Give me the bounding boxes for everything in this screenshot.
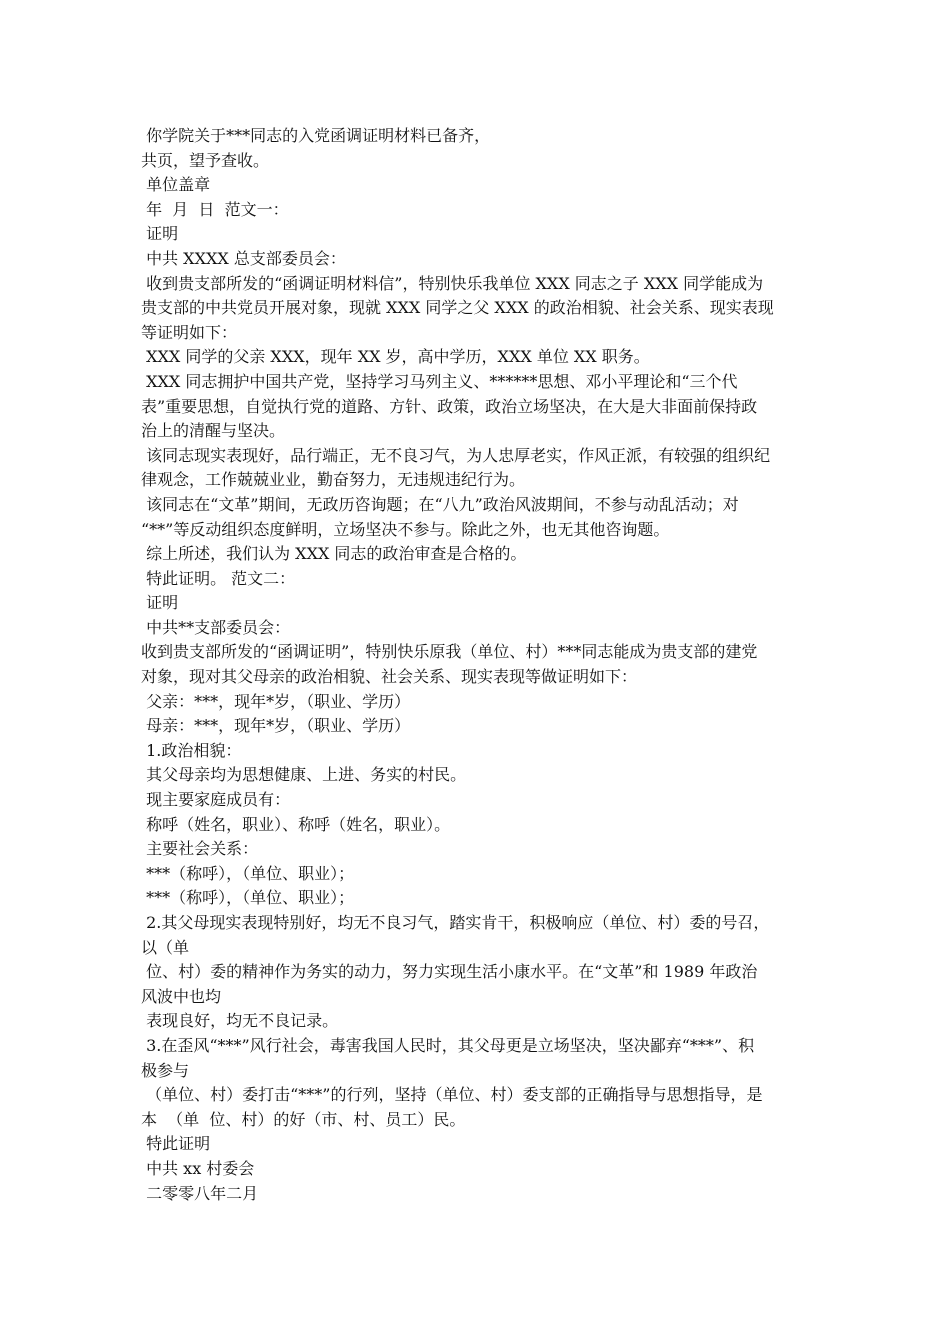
text-line: 年 月 日 范文一： — [141, 199, 289, 219]
text-line: 特此证明 — [141, 1134, 211, 1154]
text-line: 共页，望予查收。 — [141, 150, 270, 170]
text-line: 2.其父母现实表现特别好，均无不良习气，踏实肯干，积极响应（单位、村）委的号召， — [141, 913, 770, 932]
text-line: 中共 xx 村委会 — [141, 1158, 255, 1178]
text-line: 你学院关于***同志的入党函调证明材料已备齐， — [141, 126, 491, 145]
text-line: 父亲：***，现年*岁，（职业、学历） — [141, 691, 411, 711]
text-line: ***（称呼），（单位、职业）； — [141, 888, 355, 908]
text-line: 以（单 — [141, 937, 190, 957]
text-line: 本 （单 位、村）的好（市、村、员工）民。 — [141, 1109, 466, 1129]
text-line: 3.在歪风“***”风行社会，毒害我国人民时，其父母更是立场坚决，坚决鄙弃“***”、积 — [141, 1035, 755, 1055]
text-line: （单位、村）委打击“***”的行列，坚持（单位、村）委支部的正确指导与思想指导，是 — [141, 1085, 763, 1105]
text-line: XXX 同学的父亲 XXX，现年 XX 岁，高中学历，XXX 单位 XX 职务。 — [141, 347, 650, 367]
text-line: 中共**支部委员会： — [141, 617, 291, 637]
text-line: 等证明如下： — [141, 322, 238, 342]
text-line: 收到贵支部所发的“函调证明”，特别快乐原我（单位、村）***同志能成为贵支部的建党 — [141, 642, 758, 662]
document-body — [141, 124, 809, 1206]
text-line: 其父母亲均为思想健康、上进、务实的村民。 — [141, 765, 467, 785]
text-line: 表”重要思想，自觉执行党的道路、方针、政策，政治立场坚决，在大是大非面前保持政 — [141, 396, 758, 416]
text-line: 治上的清醒与坚决。 — [141, 421, 286, 441]
text-line: 单位盖章 — [141, 175, 211, 195]
text-line: 风波中也均 — [141, 986, 222, 1006]
text-line: ***（称呼），（单位、职业）； — [141, 863, 355, 883]
text-line: 1.政治相貌： — [141, 740, 242, 760]
text-line: 二零零八年二月 — [141, 1183, 259, 1203]
text-line: 现主要家庭成员有： — [141, 790, 291, 810]
text-line: 中共 XXXX 总支部委员会： — [141, 248, 346, 268]
text-line: 对象，现对其父母亲的政治相貌、社会关系、现实表现等做证明如下： — [141, 667, 638, 687]
text-line: 贵支部的中共党员开展对象，现就 XXX 同学之父 XXX 的政治相貌、社会关系、现实表现 — [141, 298, 774, 318]
text-line: 表现良好，均无不良记录。 — [141, 1011, 339, 1031]
text-line: 特此证明。 范文二： — [141, 568, 296, 588]
text-line: XXX 同志拥护中国共产党，坚持学习马列主义、******思想、邓小平理论和“三个代 — [141, 371, 738, 391]
text-line: 综上所述，我们认为 XXX 同志的政治审查是合格的。 — [141, 544, 527, 564]
text-line: 该同志现实表现好，品行端正，无不良习气，为人忠厚老实，作风正派，有较强的组织纪 — [141, 445, 771, 465]
text-line: 位、村）委的精神作为务实的动力，努力实现生活小康水平。在“文革”和 1989 年政治 — [141, 962, 758, 982]
text-line: 收到贵支部所发的“函调证明材料信”，特别快乐我单位 XXX 同志之子 XXX 同学能成为 — [141, 273, 764, 293]
text-line: “**”等反动组织态度鲜明，立场坚决不参与。除此之外，也无其他咨询题。 — [141, 519, 670, 539]
text-line: 律观念，工作兢兢业业，勤奋努力，无违规违纪行为。 — [141, 470, 526, 490]
text-line: 证明 — [141, 224, 179, 244]
text-line: 母亲：***，现年*岁，（职业、学历） — [141, 716, 411, 736]
text-line: 主要社会关系： — [141, 839, 259, 859]
text-line: 证明 — [141, 593, 179, 613]
text-line: 称呼（姓名，职业）、称呼（姓名，职业）。 — [141, 814, 451, 834]
text-line: 该同志在“文革”期间，无政历咨询题；在“八九”政治风波期间，不参与动乱活动；对 — [141, 494, 739, 514]
text-line: 极参与 — [141, 1060, 190, 1080]
